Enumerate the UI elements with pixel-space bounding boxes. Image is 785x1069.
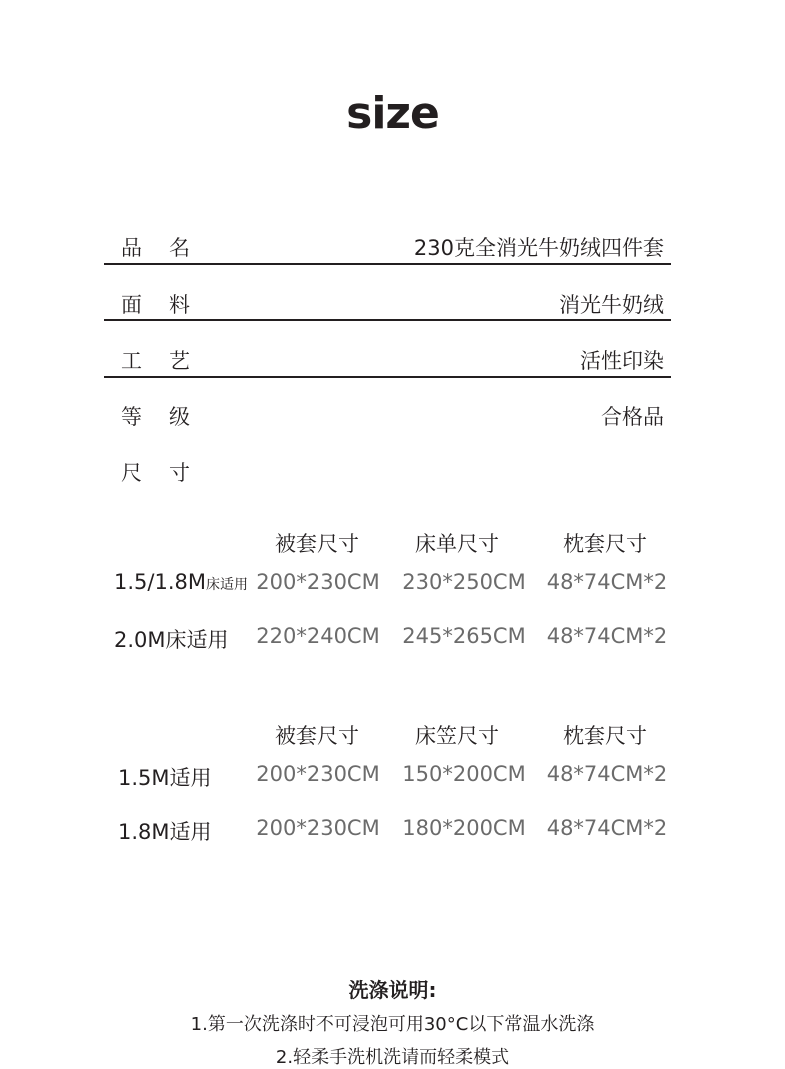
- table2-cell: 180*200CM: [402, 816, 526, 840]
- washing-line: 1.第一次洗涤时不可浸泡可用30°C以下常温水洗涤: [190, 1014, 595, 1035]
- table1-cell: 48*74CM*2: [546, 570, 668, 594]
- spec-value-fabric: 消光牛奶绒: [559, 293, 664, 317]
- table2-header-duvet: 被套尺寸: [275, 724, 359, 748]
- divider: [104, 376, 671, 378]
- spec-value-name: 230克全消光牛奶绒四件套: [413, 236, 664, 260]
- table2-cell: 200*230CM: [256, 816, 380, 840]
- spec-label-name: 品 名: [121, 236, 190, 260]
- spec-label-grade: 等 级: [121, 405, 190, 429]
- table1-cell: 230*250CM: [402, 570, 526, 594]
- table2-header-fitted: 床笠尺寸: [415, 724, 499, 748]
- table1-cell: 48*74CM*2: [546, 624, 668, 648]
- table2-cell: 150*200CM: [402, 762, 526, 786]
- spec-label-craft: 工 艺: [121, 349, 190, 373]
- table1-cell: 200*230CM: [256, 570, 380, 594]
- divider: [104, 319, 671, 321]
- spec-label-size: 尺 寸: [121, 461, 190, 485]
- table1-row-label: 2.0M床适用: [114, 628, 229, 652]
- spec-value-craft: 活性印染: [580, 349, 664, 373]
- table2-cell: 48*74CM*2: [546, 762, 668, 786]
- table1-header-sheet: 床单尺寸: [415, 532, 499, 556]
- table2-row-label: 1.8M适用: [118, 820, 212, 844]
- washing-title: 洗涤说明:: [348, 978, 437, 1002]
- divider: [104, 263, 671, 265]
- table1-row-label: 1.5/1.8M床适用: [114, 570, 248, 594]
- spec-label-fabric: 面 料: [121, 293, 190, 317]
- spec-value-grade: 合格品: [601, 405, 664, 429]
- table1-header-duvet: 被套尺寸: [275, 532, 359, 556]
- table2-header-pillow: 枕套尺寸: [563, 724, 647, 748]
- washing-line: 2.轻柔手洗机洗请而轻柔模式: [275, 1047, 510, 1068]
- table2-cell: 48*74CM*2: [546, 816, 668, 840]
- table1-cell: 245*265CM: [402, 624, 526, 648]
- table2-row-label: 1.5M适用: [118, 766, 212, 790]
- page-title: size: [346, 88, 439, 139]
- table1-header-pillow: 枕套尺寸: [563, 532, 647, 556]
- table1-cell: 220*240CM: [256, 624, 380, 648]
- table2-cell: 200*230CM: [256, 762, 380, 786]
